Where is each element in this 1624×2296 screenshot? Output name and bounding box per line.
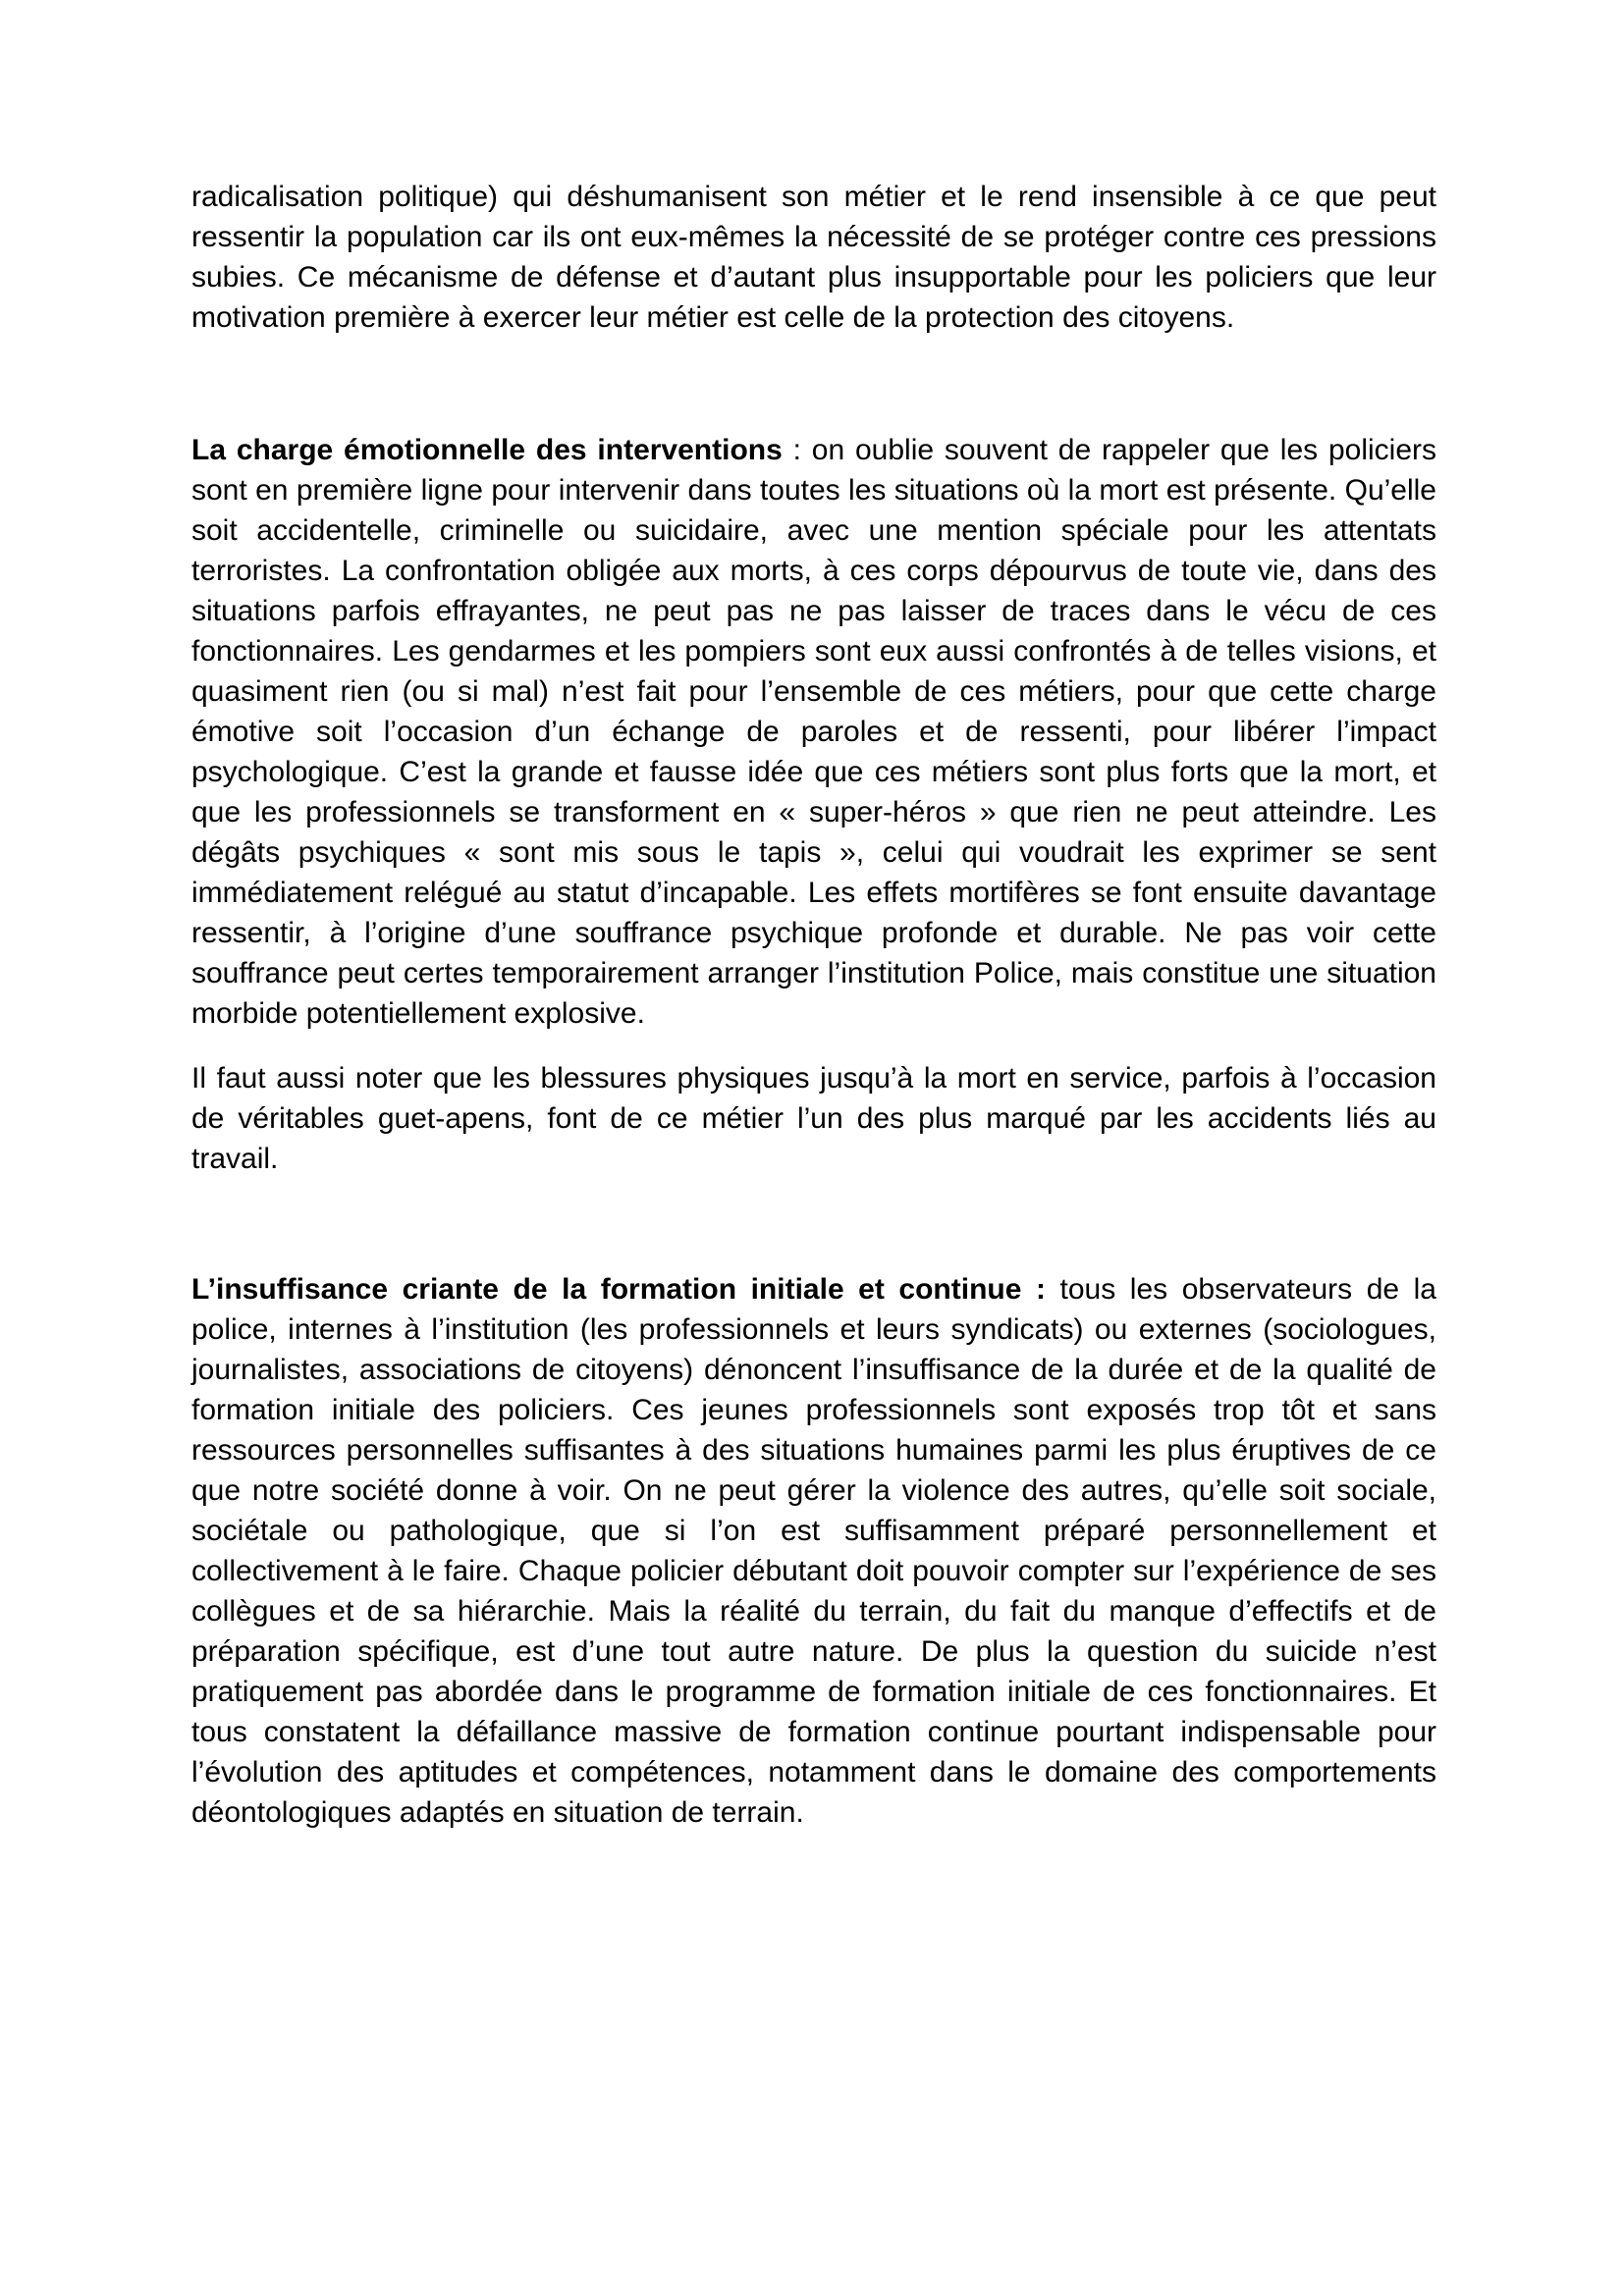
heading-separator (1046, 1273, 1060, 1306)
section-paragraph-training-insufficiency (191, 1269, 1436, 1833)
page-text-content (191, 177, 1436, 1833)
body-paragraph-physical-injuries: Il faut aussi noter que les blessures physiques jusqu’à la mort en service, parfois à l’occasion de véritables guet-apens, font de ce métier l’un des plus marqué par les accidents liés au travail. (191, 1062, 1436, 1175)
section-body-text: on oublie souvent de rappeler que les policiers sont en première ligne pour intervenir dans toutes les situations où la mort est présente. Qu’elle soit accidentelle, criminelle ou suicidaire, avec une mention spéciale pour les attentats terroristes. La confrontation obligée aux morts, à ces corps dépourvus de toute vie, dans des situations parfois effrayantes, ne peut pas ne pas laisser de traces dans le vécu de ces fonctionnaires. Les gendarmes et les pompiers sont eux aussi confrontés à de telles visions, et quasiment rien (ou si mal) n’est fait pour l’ensemble de ces métiers, pour que cette charge émotive soit l’occasion d’un échange de paroles et de ressenti, pour libérer l’impact psychologique. C’est la grande et fausse idée que ces métiers sont plus forts que la mort, et que les professionnels se transforment en « super-héros » que rien ne peut atteindre. Les dégâts psychiques « sont mis sous le tapis », celui qui voudrait les exprimer se sent immédiatement relégué au statut d’incapable. Les effets mortifères se font ensuite davantage ressentir, à l’origine d’une souffrance psychique profonde et durable. Ne pas voir cette souffrance peut certes temporairement arranger l’institution Police, mais constitue une situation morbide potentiellement explosive. (191, 434, 1436, 1030)
body-paragraph-continuation: radicalisation politique) qui déshumanisent son métier et le rend insensible à ce que peut ressentir la population car ils ont eux-mêmes la nécessité de se protéger contre ces pressions subies. Ce mécanisme de défense et d’autant plus insupportable pour les policiers que leur motivation première à exercer leur métier est celle de la protection des citoyens. (191, 181, 1436, 334)
section-paragraph-emotional-load (191, 430, 1436, 1034)
section-heading-emotional-load: La charge émotionnelle des interventions (191, 434, 783, 466)
section-body-text: tous les observateurs de la police, internes à l’institution (les professionnels et leurs syndicats) ou externes (sociologues, journalistes, associations de citoyens) dénoncent l’insuffisance de la durée et de la qualité de formation initiale des policiers. Ces jeunes professionnels sont exposés trop tôt et sans ressources personnelles suffisantes à des situations humaines parmi les plus éruptives de ce que notre société donne à voir. On ne peut gérer la violence des autres, qu’elle soit sociale, sociétale ou pathologique, que si l’on est suffisamment préparé personnellement et collectivement à le faire. Chaque policier débutant doit pouvoir compter sur l’expérience de ses collègues et de sa hiérarchie. Mais la réalité du terrain, du fait du manque d’effectifs et de préparation spécifique, est d’une tout autre nature. De plus la question du suicide n’est pratiquement pas abordée dans le programme de formation initiale de ces fonctionnaires. Et tous constatent la défaillance massive de formation continue pourtant indispensable pour l’évolution des aptitudes et compétences, notamment dans le domaine des comportements déontologiques adaptés en situation de terrain. (191, 1273, 1436, 1829)
section-heading-training-insufficiency: L’insuffisance criante de la formation initiale et continue : (191, 1273, 1046, 1306)
heading-separator: : (782, 434, 812, 466)
